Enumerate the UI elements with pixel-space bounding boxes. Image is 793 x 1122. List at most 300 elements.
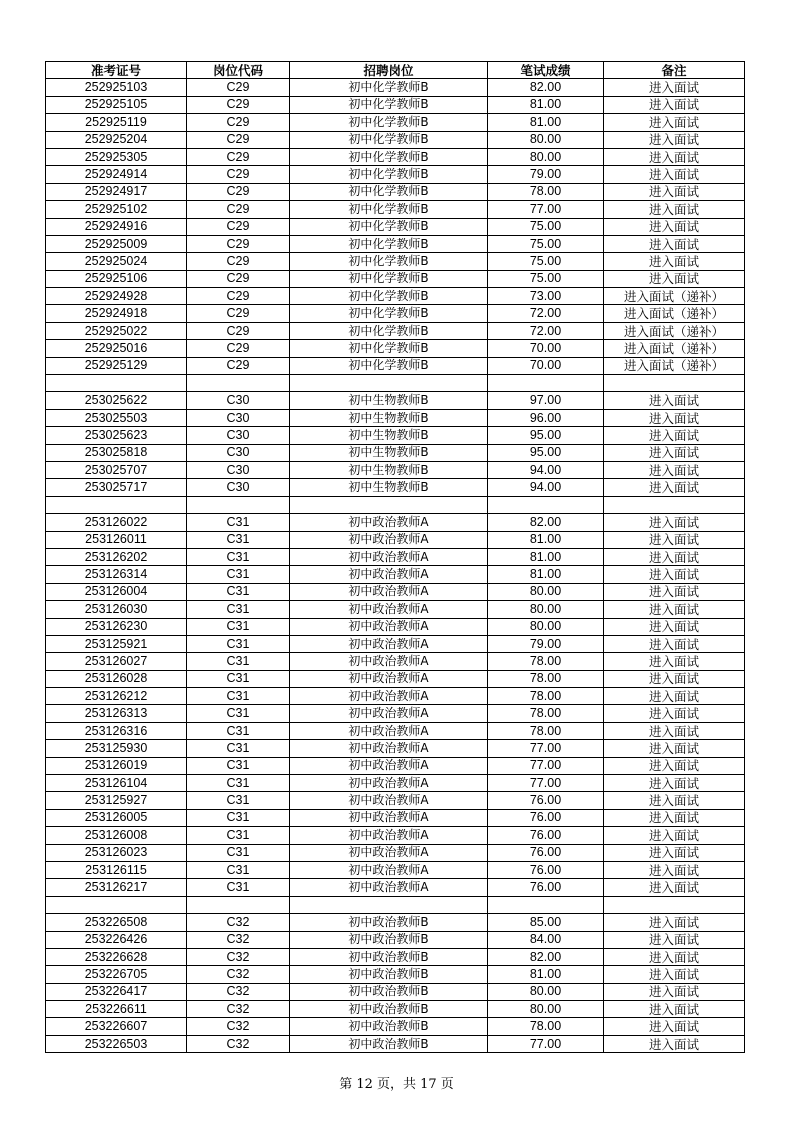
position-cell: 初中化学教师B <box>290 235 488 252</box>
position-code-cell: C31 <box>187 653 290 670</box>
position-cell: 初中政治教师B <box>290 1018 488 1035</box>
score-cell: 78.00 <box>488 1018 604 1035</box>
position-cell: 初中生物教师B <box>290 392 488 409</box>
exam-id-cell: 253126202 <box>46 548 187 565</box>
score-cell: 82.00 <box>488 948 604 965</box>
position-code-cell: C31 <box>187 740 290 757</box>
remark-cell: 进入面试 <box>604 601 745 618</box>
score-cell <box>488 375 604 392</box>
position-code-cell: C32 <box>187 1018 290 1035</box>
exam-id-cell: 253025623 <box>46 427 187 444</box>
position-code-cell: C31 <box>187 635 290 652</box>
position-code-cell: C32 <box>187 1001 290 1018</box>
position-code-cell: C29 <box>187 305 290 322</box>
position-code-cell: C32 <box>187 948 290 965</box>
position-code-cell <box>187 375 290 392</box>
score-cell: 72.00 <box>488 305 604 322</box>
position-code-cell <box>187 496 290 513</box>
position-code-cell: C30 <box>187 444 290 461</box>
score-cell: 77.00 <box>488 757 604 774</box>
remark-cell: 进入面试 <box>604 635 745 652</box>
remark-cell: 进入面试 <box>604 966 745 983</box>
position-cell: 初中政治教师A <box>290 809 488 826</box>
score-cell: 81.00 <box>488 114 604 131</box>
score-cell: 80.00 <box>488 1001 604 1018</box>
exam-id-cell: 253025818 <box>46 444 187 461</box>
position-code-cell: C31 <box>187 670 290 687</box>
exam-id-cell: 252925106 <box>46 270 187 287</box>
table-row <box>46 966 745 983</box>
position-cell: 初中化学教师B <box>290 322 488 339</box>
score-cell: 78.00 <box>488 705 604 722</box>
position-cell: 初中化学教师B <box>290 131 488 148</box>
table-row <box>46 218 745 235</box>
position-code-cell: C32 <box>187 1035 290 1052</box>
table-row <box>46 479 745 496</box>
score-cell: 81.00 <box>488 966 604 983</box>
remark-cell: 进入面试 <box>604 740 745 757</box>
remark-cell: 进入面试 <box>604 270 745 287</box>
remark-cell: 进入面试 <box>604 253 745 270</box>
table-row <box>46 601 745 618</box>
score-cell: 76.00 <box>488 827 604 844</box>
score-cell: 75.00 <box>488 253 604 270</box>
table-row <box>46 948 745 965</box>
position-cell: 初中政治教师A <box>290 827 488 844</box>
position-cell: 初中化学教师B <box>290 253 488 270</box>
exam-id-cell: 253226417 <box>46 983 187 1000</box>
table-row <box>46 896 745 913</box>
position-cell: 初中化学教师B <box>290 305 488 322</box>
header-row <box>46 62 745 79</box>
table-row <box>46 340 745 357</box>
score-cell: 76.00 <box>488 861 604 878</box>
table-row <box>46 305 745 322</box>
table-row <box>46 722 745 739</box>
exam-id-cell: 252925103 <box>46 79 187 96</box>
exam-id-cell: 253025707 <box>46 461 187 478</box>
header-position: 招聘岗位 <box>290 62 488 79</box>
exam-id-cell: 253126115 <box>46 861 187 878</box>
score-cell: 97.00 <box>488 392 604 409</box>
remark-cell: 进入面试 <box>604 148 745 165</box>
position-cell: 初中政治教师A <box>290 566 488 583</box>
position-cell <box>290 896 488 913</box>
remark-cell: 进入面试（递补） <box>604 340 745 357</box>
table-row <box>46 235 745 252</box>
score-cell: 94.00 <box>488 479 604 496</box>
position-code-cell: C31 <box>187 566 290 583</box>
table-row <box>46 427 745 444</box>
table-row <box>46 757 745 774</box>
position-code-cell <box>187 896 290 913</box>
position-cell: 初中政治教师B <box>290 1035 488 1052</box>
remark-cell: 进入面试 <box>604 722 745 739</box>
table-row <box>46 114 745 131</box>
score-cell: 80.00 <box>488 131 604 148</box>
table-row <box>46 740 745 757</box>
exam-id-cell: 253126104 <box>46 775 187 792</box>
remark-cell: 进入面试 <box>604 166 745 183</box>
position-code-cell: C32 <box>187 983 290 1000</box>
exam-id-cell: 252924916 <box>46 218 187 235</box>
score-cell: 81.00 <box>488 548 604 565</box>
exam-id-cell: 253125921 <box>46 635 187 652</box>
score-cell: 73.00 <box>488 288 604 305</box>
position-code-cell: C31 <box>187 548 290 565</box>
exam-id-cell: 253025717 <box>46 479 187 496</box>
exam-id-cell: 252925024 <box>46 253 187 270</box>
remark-cell: 进入面试 <box>604 931 745 948</box>
table-row <box>46 548 745 565</box>
remark-cell: 进入面试 <box>604 757 745 774</box>
remark-cell: 进入面试 <box>604 531 745 548</box>
exam-id-cell: 253125930 <box>46 740 187 757</box>
table-row <box>46 409 745 426</box>
position-cell: 初中化学教师B <box>290 270 488 287</box>
position-cell: 初中化学教师B <box>290 183 488 200</box>
position-cell: 初中化学教师B <box>290 340 488 357</box>
position-cell: 初中化学教师B <box>290 218 488 235</box>
position-cell: 初中化学教师B <box>290 96 488 113</box>
table-row <box>46 635 745 652</box>
remark-cell: 进入面试 <box>604 653 745 670</box>
remark-cell: 进入面试（递补） <box>604 305 745 322</box>
score-cell <box>488 896 604 913</box>
exam-id-cell: 252924914 <box>46 166 187 183</box>
score-cell: 80.00 <box>488 983 604 1000</box>
table-row <box>46 931 745 948</box>
score-cell: 78.00 <box>488 722 604 739</box>
exam-id-cell: 252925102 <box>46 201 187 218</box>
remark-cell: 进入面试 <box>604 548 745 565</box>
table-row <box>46 322 745 339</box>
score-cell: 77.00 <box>488 740 604 757</box>
position-cell <box>290 375 488 392</box>
table-row <box>46 79 745 96</box>
position-code-cell: C31 <box>187 757 290 774</box>
exam-id-cell: 252925105 <box>46 96 187 113</box>
position-code-cell: C29 <box>187 218 290 235</box>
position-code-cell: C31 <box>187 722 290 739</box>
header-remarks: 备注 <box>604 62 745 79</box>
exam-id-cell <box>46 375 187 392</box>
position-cell: 初中生物教师B <box>290 409 488 426</box>
position-code-cell: C29 <box>187 201 290 218</box>
position-code-cell: C29 <box>187 148 290 165</box>
position-cell: 初中政治教师A <box>290 688 488 705</box>
position-code-cell: C30 <box>187 392 290 409</box>
exam-id-cell: 253025503 <box>46 409 187 426</box>
table-row <box>46 827 745 844</box>
remark-cell: 进入面试（递补） <box>604 322 745 339</box>
score-cell: 80.00 <box>488 583 604 600</box>
table-row <box>46 253 745 270</box>
exam-id-cell: 253226705 <box>46 966 187 983</box>
remark-cell: 进入面试 <box>604 479 745 496</box>
table-row <box>46 496 745 513</box>
position-cell: 初中政治教师A <box>290 653 488 670</box>
remark-cell: 进入面试 <box>604 96 745 113</box>
remark-cell: 进入面试 <box>604 670 745 687</box>
position-code-cell: C31 <box>187 583 290 600</box>
position-cell: 初中政治教师A <box>290 635 488 652</box>
remark-cell: 进入面试 <box>604 1018 745 1035</box>
position-code-cell: C31 <box>187 688 290 705</box>
exam-id-cell: 253226508 <box>46 914 187 931</box>
header-exam-id: 准考证号 <box>46 62 187 79</box>
score-cell: 96.00 <box>488 409 604 426</box>
remark-cell <box>604 496 745 513</box>
position-cell: 初中政治教师A <box>290 775 488 792</box>
position-code-cell: C31 <box>187 618 290 635</box>
exam-id-cell: 252925305 <box>46 148 187 165</box>
exam-id-cell: 253025622 <box>46 392 187 409</box>
position-cell: 初中政治教师A <box>290 548 488 565</box>
position-cell: 初中政治教师A <box>290 861 488 878</box>
remark-cell: 进入面试 <box>604 183 745 200</box>
position-cell: 初中生物教师B <box>290 479 488 496</box>
score-cell: 70.00 <box>488 340 604 357</box>
position-code-cell: C29 <box>187 253 290 270</box>
remark-cell: 进入面试 <box>604 948 745 965</box>
exam-id-cell: 253126011 <box>46 531 187 548</box>
position-code-cell: C29 <box>187 322 290 339</box>
score-cell: 81.00 <box>488 566 604 583</box>
remark-cell: 进入面试 <box>604 688 745 705</box>
exam-id-cell: 253126019 <box>46 757 187 774</box>
table-row <box>46 461 745 478</box>
position-code-cell: C31 <box>187 879 290 896</box>
position-cell: 初中政治教师A <box>290 722 488 739</box>
score-cell: 78.00 <box>488 183 604 200</box>
remark-cell: 进入面试 <box>604 392 745 409</box>
table-row <box>46 201 745 218</box>
exam-id-cell: 252924928 <box>46 288 187 305</box>
exam-id-cell: 253126005 <box>46 809 187 826</box>
position-cell: 初中政治教师B <box>290 931 488 948</box>
position-cell: 初中化学教师B <box>290 79 488 96</box>
score-cell: 80.00 <box>488 601 604 618</box>
score-cell: 77.00 <box>488 775 604 792</box>
exam-id-cell: 253126008 <box>46 827 187 844</box>
exam-id-cell: 253126230 <box>46 618 187 635</box>
exam-id-cell: 253126217 <box>46 879 187 896</box>
table-row <box>46 288 745 305</box>
table-row <box>46 670 745 687</box>
table-row <box>46 183 745 200</box>
remark-cell: 进入面试 <box>604 201 745 218</box>
remark-cell: 进入面试 <box>604 444 745 461</box>
score-cell: 75.00 <box>488 218 604 235</box>
exam-id-cell: 253126027 <box>46 653 187 670</box>
table-row <box>46 566 745 583</box>
score-cell: 76.00 <box>488 844 604 861</box>
exam-id-cell <box>46 896 187 913</box>
table-row <box>46 1018 745 1035</box>
remark-cell: 进入面试 <box>604 618 745 635</box>
position-cell: 初中化学教师B <box>290 357 488 374</box>
position-cell: 初中政治教师A <box>290 514 488 531</box>
remark-cell: 进入面试 <box>604 809 745 826</box>
table-row <box>46 392 745 409</box>
exam-id-cell: 252924918 <box>46 305 187 322</box>
score-cell: 77.00 <box>488 201 604 218</box>
position-cell: 初中政治教师B <box>290 983 488 1000</box>
score-cell: 76.00 <box>488 809 604 826</box>
remark-cell: 进入面试 <box>604 1035 745 1052</box>
position-code-cell: C29 <box>187 114 290 131</box>
position-cell <box>290 496 488 513</box>
exam-id-cell: 253226426 <box>46 931 187 948</box>
score-cell: 79.00 <box>488 635 604 652</box>
score-cell: 95.00 <box>488 427 604 444</box>
score-cell <box>488 496 604 513</box>
position-cell: 初中政治教师A <box>290 740 488 757</box>
score-cell: 81.00 <box>488 531 604 548</box>
exam-id-cell <box>46 496 187 513</box>
remark-cell: 进入面试 <box>604 131 745 148</box>
exam-id-cell: 253126313 <box>46 705 187 722</box>
exam-id-cell: 253226628 <box>46 948 187 965</box>
exam-id-cell: 253126314 <box>46 566 187 583</box>
score-cell: 85.00 <box>488 914 604 931</box>
score-cell: 82.00 <box>488 79 604 96</box>
position-cell: 初中政治教师A <box>290 705 488 722</box>
exam-id-cell: 253126022 <box>46 514 187 531</box>
position-cell: 初中政治教师B <box>290 966 488 983</box>
score-cell: 78.00 <box>488 688 604 705</box>
table-row <box>46 618 745 635</box>
remark-cell: 进入面试 <box>604 461 745 478</box>
table-row <box>46 166 745 183</box>
exam-id-cell: 253126023 <box>46 844 187 861</box>
exam-id-cell: 252925022 <box>46 322 187 339</box>
position-code-cell: C31 <box>187 514 290 531</box>
table-row <box>46 270 745 287</box>
table-row <box>46 861 745 878</box>
score-cell: 81.00 <box>488 96 604 113</box>
score-cell: 78.00 <box>488 670 604 687</box>
remark-cell: 进入面试 <box>604 427 745 444</box>
exam-id-cell: 253226503 <box>46 1035 187 1052</box>
remark-cell: 进入面试 <box>604 409 745 426</box>
remark-cell: 进入面试 <box>604 827 745 844</box>
position-code-cell: C32 <box>187 966 290 983</box>
table-row <box>46 879 745 896</box>
position-cell: 初中化学教师B <box>290 288 488 305</box>
position-code-cell: C30 <box>187 409 290 426</box>
exam-id-cell: 253126004 <box>46 583 187 600</box>
exam-id-cell: 253126316 <box>46 722 187 739</box>
exam-id-cell: 252925204 <box>46 131 187 148</box>
position-code-cell: C31 <box>187 861 290 878</box>
score-cell: 70.00 <box>488 357 604 374</box>
score-cell: 75.00 <box>488 270 604 287</box>
position-code-cell: C30 <box>187 479 290 496</box>
table-row <box>46 444 745 461</box>
remark-cell: 进入面试 <box>604 1001 745 1018</box>
remark-cell: 进入面试 <box>604 566 745 583</box>
exam-id-cell: 253226611 <box>46 1001 187 1018</box>
exam-id-cell: 253126212 <box>46 688 187 705</box>
score-cell: 75.00 <box>488 235 604 252</box>
position-cell: 初中政治教师A <box>290 792 488 809</box>
position-code-cell: C30 <box>187 461 290 478</box>
table-row <box>46 1001 745 1018</box>
position-code-cell: C29 <box>187 79 290 96</box>
score-cell: 80.00 <box>488 148 604 165</box>
score-cell: 84.00 <box>488 931 604 948</box>
header-written-score: 笔试成绩 <box>488 62 604 79</box>
table-row <box>46 775 745 792</box>
position-code-cell: C31 <box>187 792 290 809</box>
position-cell: 初中化学教师B <box>290 201 488 218</box>
exam-id-cell: 253125927 <box>46 792 187 809</box>
remark-cell: 进入面试 <box>604 235 745 252</box>
table-row <box>46 983 745 1000</box>
remark-cell: 进入面试 <box>604 583 745 600</box>
remark-cell: 进入面试 <box>604 879 745 896</box>
table-row <box>46 688 745 705</box>
remark-cell <box>604 375 745 392</box>
position-code-cell: C32 <box>187 931 290 948</box>
table-row <box>46 96 745 113</box>
position-code-cell: C31 <box>187 827 290 844</box>
table-row <box>46 357 745 374</box>
position-code-cell: C31 <box>187 775 290 792</box>
score-cell: 77.00 <box>488 1035 604 1052</box>
position-code-cell: C29 <box>187 166 290 183</box>
position-code-cell: C29 <box>187 131 290 148</box>
exam-id-cell: 253126028 <box>46 670 187 687</box>
exam-id-cell: 252924917 <box>46 183 187 200</box>
score-cell: 80.00 <box>488 618 604 635</box>
remark-cell: 进入面试 <box>604 792 745 809</box>
position-cell: 初中政治教师A <box>290 618 488 635</box>
position-cell: 初中政治教师A <box>290 757 488 774</box>
score-cell: 94.00 <box>488 461 604 478</box>
table-row <box>46 531 745 548</box>
position-cell: 初中政治教师A <box>290 583 488 600</box>
position-cell: 初中政治教师A <box>290 879 488 896</box>
score-cell: 76.00 <box>488 879 604 896</box>
position-cell: 初中生物教师B <box>290 444 488 461</box>
position-code-cell: C31 <box>187 531 290 548</box>
remark-cell: 进入面试 <box>604 914 745 931</box>
position-code-cell: C29 <box>187 96 290 113</box>
position-cell: 初中化学教师B <box>290 148 488 165</box>
position-code-cell: C29 <box>187 183 290 200</box>
position-code-cell: C30 <box>187 427 290 444</box>
position-code-cell: C29 <box>187 340 290 357</box>
table-row <box>46 705 745 722</box>
score-cell: 76.00 <box>488 792 604 809</box>
remark-cell: 进入面试 <box>604 218 745 235</box>
remark-cell: 进入面试 <box>604 705 745 722</box>
table-row <box>46 148 745 165</box>
results-table <box>45 61 745 1053</box>
exam-id-cell: 253226607 <box>46 1018 187 1035</box>
position-cell: 初中化学教师B <box>290 114 488 131</box>
remark-cell: 进入面试 <box>604 861 745 878</box>
table-row <box>46 375 745 392</box>
remark-cell: 进入面试 <box>604 844 745 861</box>
position-code-cell: C31 <box>187 601 290 618</box>
position-code-cell: C31 <box>187 705 290 722</box>
remark-cell: 进入面试 <box>604 514 745 531</box>
remark-cell: 进入面试 <box>604 79 745 96</box>
